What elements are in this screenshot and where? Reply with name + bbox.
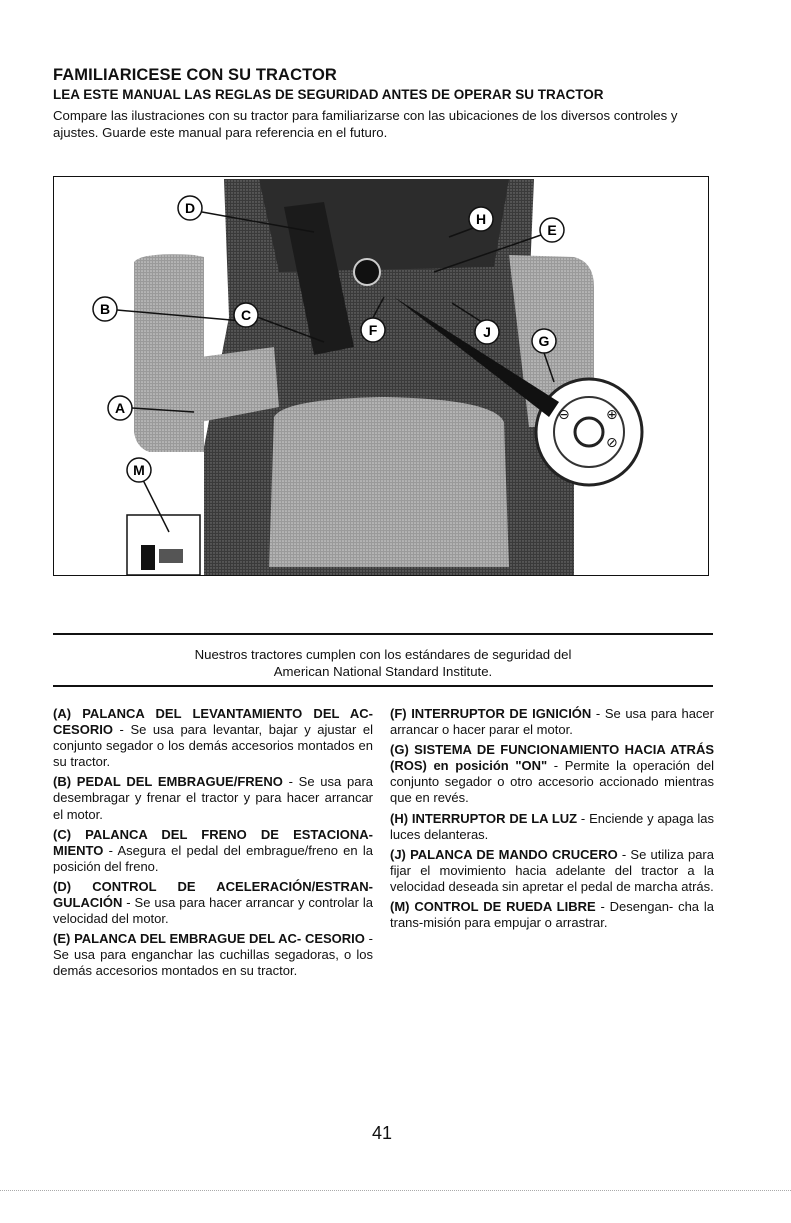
control-item-c: (C) PALANCA DEL FRENO DE ESTACIONA- MIENTO - Asegura el pedal del embrague/freno en la posición del freno. xyxy=(53,826,373,874)
svg-text:⊖: ⊖ xyxy=(558,407,570,423)
svg-text:⊘: ⊘ xyxy=(606,435,618,451)
svg-text:H: H xyxy=(475,211,487,227)
control-item-h: (H) INTERRUPTOR DE LA LUZ - Enciende y apaga las luces delanteras. xyxy=(390,810,714,842)
page-title: FAMILIARICESE CON SU TRACTOR xyxy=(53,66,337,84)
callout-e xyxy=(540,218,564,242)
control-item-b: (B) PEDAL DEL EMBRAGUE/FRENO - Se usa para desembragar y frenar el tractor y para hacer arrancar el motor. xyxy=(53,774,374,822)
control-item-e: (E) PALANCA DEL EMBRAGUE DEL AC- CESORIO - Se usa para enganchar las cuchillas segadoras, o los demás accesorios montados en su tractor. xyxy=(53,931,373,979)
seat xyxy=(269,397,509,567)
control-item-d: (D) CONTROL DE ACELERACIÓN/ESTRAN- GULACIÓN - Se usa para hacer arrancar y controlar la velocidad del motor. xyxy=(53,878,373,927)
svg-text:C: C xyxy=(240,307,252,323)
callout-m xyxy=(127,458,151,482)
callout-h xyxy=(469,207,493,231)
scan-edge-dots xyxy=(0,1190,791,1191)
callout-j xyxy=(475,320,499,344)
freewheel-inset xyxy=(127,515,200,575)
svg-text:E: E xyxy=(547,222,557,238)
svg-text:G: G xyxy=(538,333,550,349)
controls-list-right xyxy=(390,706,714,935)
controls-list-left xyxy=(53,706,373,984)
callout-f xyxy=(361,318,385,342)
intro-paragraph: Compare las ilustraciones con su tractor para familiarizarse con las ubicaciones de los diversos controles y ajustes. Guarde este manual para referencia en el futuro. xyxy=(53,108,678,140)
callout-c xyxy=(234,303,258,327)
callout-a xyxy=(108,396,132,420)
svg-text:D: D xyxy=(184,200,196,216)
svg-text:⊕: ⊕ xyxy=(606,407,618,423)
notice-bottom-rule xyxy=(53,685,713,687)
notice-line-2: American National Standard Institute. xyxy=(273,664,493,679)
svg-text:J: J xyxy=(483,324,491,340)
svg-text:B: B xyxy=(99,301,111,317)
page-number: 41 xyxy=(372,1123,393,1143)
tractor-illustration-svg xyxy=(54,177,709,576)
svg-text:A: A xyxy=(114,400,126,416)
control-item-f: (F) INTERRUPTOR DE IGNICIÓN - Se usa para hacer arrancar o hacer parar el motor. xyxy=(390,706,714,738)
control-item-g: (G) SISTEMA DE FUNCIONAMIENTO HACIA ATRÁS (ROS) en posición "ON" - Permite la operación del conjunto segador o otro accesorio accionado mientras que en revés. xyxy=(390,742,714,806)
page-subtitle: LEA ESTE MANUAL LAS REGLAS DE SEGURIDAD ANTES DE OPERAR SU TRACTOR xyxy=(53,87,604,102)
svg-text:F: F xyxy=(368,322,378,338)
tractor-controls-illustration xyxy=(53,176,709,576)
safety-standards-notice xyxy=(53,646,713,680)
svg-text:M: M xyxy=(133,462,145,478)
notice-top-rule xyxy=(53,633,713,635)
callout-d xyxy=(178,196,202,220)
control-item-j: (J) PALANCA DE MANDO CRUCERO - Se utiliza para fijar el movimiento hacia adelante del tractor a la velocidad deseada sin apretar el pedal de marcha atrás. xyxy=(390,846,714,894)
control-item-a: (A) PALANCA DEL LEVANTAMIENTO DEL AC- CESORIO - Se usa para levantar, bajar y ajustar el conjunto segador o los demás accesorios montados en su tractor. xyxy=(53,706,373,770)
notice-line-1: Nuestros tractores cumplen con los estándares de seguridad del xyxy=(194,647,572,662)
callout-b xyxy=(93,297,117,321)
control-item-m: (M) CONTROL DE RUEDA LIBRE - Desengan- cha la trans-misión para empujar o arrastrar. xyxy=(390,899,714,931)
callout-g xyxy=(532,329,556,353)
